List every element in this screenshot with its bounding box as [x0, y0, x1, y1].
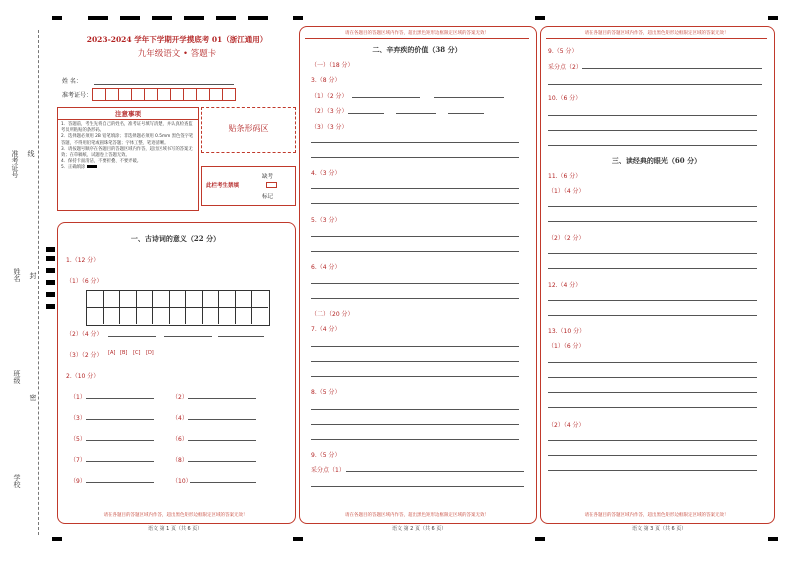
q7-label: 7.（4 分）: [311, 326, 341, 333]
divider: [305, 38, 529, 39]
name-field[interactable]: [94, 84, 234, 85]
margin-name-label: 姓名: [13, 268, 21, 282]
page1-warning: 请在各题目的答题区域内作答，超出黑色矩形边框限定区域的答案无效！: [103, 513, 248, 518]
answer-line[interactable]: [396, 113, 436, 114]
page2-warning: 请在各题目的答题区域内作答，超出黑色矩形边框限定区域的答案无效！: [345, 513, 489, 518]
q13-1-label: （1）（6 分）: [548, 343, 585, 350]
timing-mark: [52, 16, 62, 20]
answer-line[interactable]: [164, 336, 212, 337]
blank-label: （7）: [70, 457, 86, 464]
timing-mark: [535, 16, 545, 20]
absent-box: [201, 166, 296, 206]
blank-label: （1）: [70, 394, 86, 401]
option-a[interactable]: [A]: [108, 350, 116, 356]
q12-label: 12.（4 分）: [548, 282, 582, 289]
margin-id-label: 准考证号: [11, 150, 19, 178]
section-1-title: 一、古诗词的意义（22 分）: [130, 234, 221, 243]
answer-line[interactable]: [548, 470, 757, 471]
margin-mark: [46, 292, 55, 297]
timing-mark: [535, 537, 545, 541]
q3-3-label: （3）（3 分）: [311, 124, 348, 131]
answer-line[interactable]: [188, 419, 256, 420]
answer-line[interactable]: [311, 157, 519, 158]
margin-mark: [46, 280, 55, 285]
name-label: 姓 名：: [62, 78, 82, 85]
answer-line[interactable]: [548, 362, 757, 363]
option-d[interactable]: [D]: [146, 350, 154, 356]
exam-subtitle: 九年级语文 • 答题卡: [137, 49, 217, 59]
answer-line[interactable]: [548, 407, 757, 408]
margin-mark: [46, 304, 55, 309]
blank-label: （10）: [172, 478, 192, 485]
answer-line[interactable]: [188, 440, 256, 441]
timing-mark: [52, 537, 62, 541]
margin-dense-label: 密: [29, 394, 37, 401]
answer-line[interactable]: [86, 482, 154, 483]
q9b-label: 9.（5 分）: [548, 48, 578, 55]
section-2-title: 二、辛弃疾的价值（38 分）: [372, 45, 462, 54]
notice-box: [57, 107, 199, 211]
answer-line[interactable]: [548, 300, 757, 301]
margin-school-label: 学校: [13, 474, 21, 488]
answer-line[interactable]: [311, 439, 519, 440]
q6-label: 6.（4 分）: [311, 264, 341, 271]
absent-checkbox[interactable]: [266, 182, 277, 188]
q3-label: 3.（8 分）: [311, 77, 341, 84]
answer-line[interactable]: [548, 440, 757, 441]
answer-line[interactable]: [348, 113, 384, 114]
answer-line[interactable]: [311, 346, 519, 347]
answer-line[interactable]: [548, 268, 757, 269]
barcode-area: [201, 107, 296, 153]
blank-label: （5）: [70, 436, 86, 443]
q13-2-label: （2）（4 分）: [548, 422, 585, 429]
timing-mark: [88, 16, 108, 20]
answer-line[interactable]: [311, 283, 519, 284]
cut-line: [38, 30, 39, 535]
answer-line[interactable]: [311, 188, 519, 189]
answer-line[interactable]: [352, 97, 420, 98]
margin-line-label: 线: [27, 150, 35, 157]
timing-mark: [216, 16, 236, 20]
q4-label: 4.（3 分）: [311, 170, 341, 177]
answer-line[interactable]: [86, 440, 154, 441]
margin-class-label: 班级: [13, 370, 21, 384]
answer-line[interactable]: [311, 142, 519, 143]
answer-line[interactable]: [86, 398, 154, 399]
q9b-points-label: 采分点（2）: [548, 64, 582, 71]
notice-item: 3．请按题号顺序在各题目的答题区域内作答，超出区域书写的答案无效；在草稿纸、试题卷上答题无效。: [61, 146, 193, 159]
q10-label: 10.（6 分）: [548, 95, 582, 102]
timing-mark: [293, 537, 303, 541]
page2-footer: 语文 第 2 页（共 6 页）: [392, 526, 447, 532]
q8-label: 8.（5 分）: [311, 389, 341, 396]
q1-1-label: （1）（6 分）: [66, 278, 103, 285]
absent-label: 缺考: [262, 174, 274, 180]
answer-line[interactable]: [311, 486, 524, 487]
mark-label: 标记: [262, 194, 274, 200]
answer-line[interactable]: [311, 424, 519, 425]
page3-top-warning: 请在各题目的答题区域内作答，超出黑色矩形边框限定区域的答案无效！: [584, 31, 729, 36]
page1-footer: 语文 第 1 页（共 6 页）: [148, 526, 203, 532]
answer-line[interactable]: [548, 130, 757, 131]
blank-label: （4）: [172, 415, 188, 422]
q9-label: 9.（5 分）: [311, 452, 341, 459]
answer-line[interactable]: [548, 206, 757, 207]
q1-2-label: （2）（4 分）: [66, 331, 103, 338]
answer-line[interactable]: [311, 361, 519, 362]
answer-line[interactable]: [548, 392, 757, 393]
answer-line[interactable]: [448, 113, 484, 114]
id-label: 准考证号：: [62, 92, 93, 99]
divider: [546, 38, 767, 39]
answer-line[interactable]: [548, 115, 757, 116]
page3-warning: 请在各题目的答题区域内作答，超出黑色矩形边框限定区域的答案无效！: [584, 513, 729, 518]
character-grid[interactable]: [86, 290, 268, 324]
q3-1-label: （1）（2 分）: [311, 93, 348, 100]
timing-mark: [768, 537, 778, 541]
answer-line[interactable]: [582, 68, 762, 69]
part1-label: （一）（18 分）: [311, 62, 354, 69]
q11-label: 11.（6 分）: [548, 173, 582, 180]
q11-2-label: （2）（2 分）: [548, 235, 585, 242]
answer-line[interactable]: [311, 251, 519, 252]
answer-line[interactable]: [548, 253, 757, 254]
absent-left-label: 此栏考生禁填: [206, 183, 240, 189]
q13-label: 13.（10 分）: [548, 328, 586, 335]
exam-title: 2023-2024 学年下学期开学摸底考 01（浙江通用）: [86, 35, 268, 44]
filled-example-icon: [87, 165, 97, 168]
answer-line[interactable]: [311, 409, 519, 410]
notice-item: 1．答题前，考生先将自己的姓名，准考证号填写清楚，并认真检查监考员所粘贴的条形码。: [61, 122, 193, 134]
timing-mark: [184, 16, 204, 20]
q9-points-label: 采分点（1）: [311, 467, 345, 474]
q3-2-label: （2）（3 分）: [311, 108, 348, 115]
q1-3-label: （3）（2 分）: [66, 352, 103, 359]
timing-mark: [293, 16, 303, 20]
timing-mark: [152, 16, 172, 20]
answer-line[interactable]: [86, 419, 154, 420]
answer-line[interactable]: [311, 203, 519, 204]
margin-mark: [46, 256, 55, 261]
blank-label: （3）: [70, 415, 86, 422]
timing-mark: [768, 16, 778, 20]
answer-line[interactable]: [548, 221, 757, 222]
notice-item: 5．正确填涂: [61, 165, 195, 171]
answer-line[interactable]: [346, 471, 524, 472]
margin-seal-label: 封: [29, 272, 37, 279]
blank-label: （8）: [172, 457, 188, 464]
page2-top-warning: 请在各题目的答题区域内作答，超出黑色矩形边框限定区域的答案无效！: [345, 31, 489, 36]
margin-mark: [46, 247, 55, 252]
answer-line[interactable]: [548, 145, 757, 146]
blank-label: （9）: [70, 478, 86, 485]
notice-item: 4．保持卡面清洁，不要折叠、不要弄破。: [61, 159, 142, 165]
notice-item: 2．选择题必须用 2B 铅笔填涂；非选择题必须用 0.5mm 黑色签字笔答题，不得用铅笔或圆珠笔答题；字体工整、笔迹清晰。: [61, 134, 194, 146]
q11-1-label: （1）（4 分）: [548, 188, 585, 195]
barcode-label: 贴条形码区: [228, 124, 269, 133]
answer-line[interactable]: [311, 376, 519, 377]
answer-line[interactable]: [188, 398, 256, 399]
answer-line[interactable]: [311, 298, 519, 299]
answer-line[interactable]: [311, 236, 519, 237]
section-3-title: 三、读经典的眼光（60 分）: [611, 156, 702, 165]
id-boxes[interactable]: [92, 88, 238, 99]
option-c[interactable]: [C]: [133, 350, 141, 356]
q1-label: 1.（12 分）: [66, 257, 100, 264]
part2-label: （二）（20 分）: [311, 311, 354, 318]
blank-label: （6）: [172, 436, 188, 443]
page3-footer: 语文 第 3 页（共 6 页）: [632, 526, 687, 532]
answer-line[interactable]: [188, 461, 256, 462]
q2-label: 2.（10 分）: [66, 373, 100, 380]
answer-line[interactable]: [108, 336, 156, 337]
answer-line[interactable]: [190, 482, 256, 483]
answer-line[interactable]: [434, 97, 504, 98]
margin-mark: [46, 268, 55, 273]
timing-mark: [248, 16, 268, 20]
timing-mark: [120, 16, 140, 20]
answer-line[interactable]: [548, 455, 757, 456]
q5-label: 5.（3 分）: [311, 217, 341, 224]
notice-title: 注意事项: [58, 108, 198, 120]
blank-label: （2）: [172, 394, 188, 401]
answer-line[interactable]: [548, 84, 762, 85]
option-b[interactable]: [B]: [120, 350, 128, 356]
answer-line[interactable]: [86, 461, 154, 462]
answer-line[interactable]: [548, 377, 757, 378]
answer-line[interactable]: [548, 315, 757, 316]
answer-line[interactable]: [218, 336, 264, 337]
